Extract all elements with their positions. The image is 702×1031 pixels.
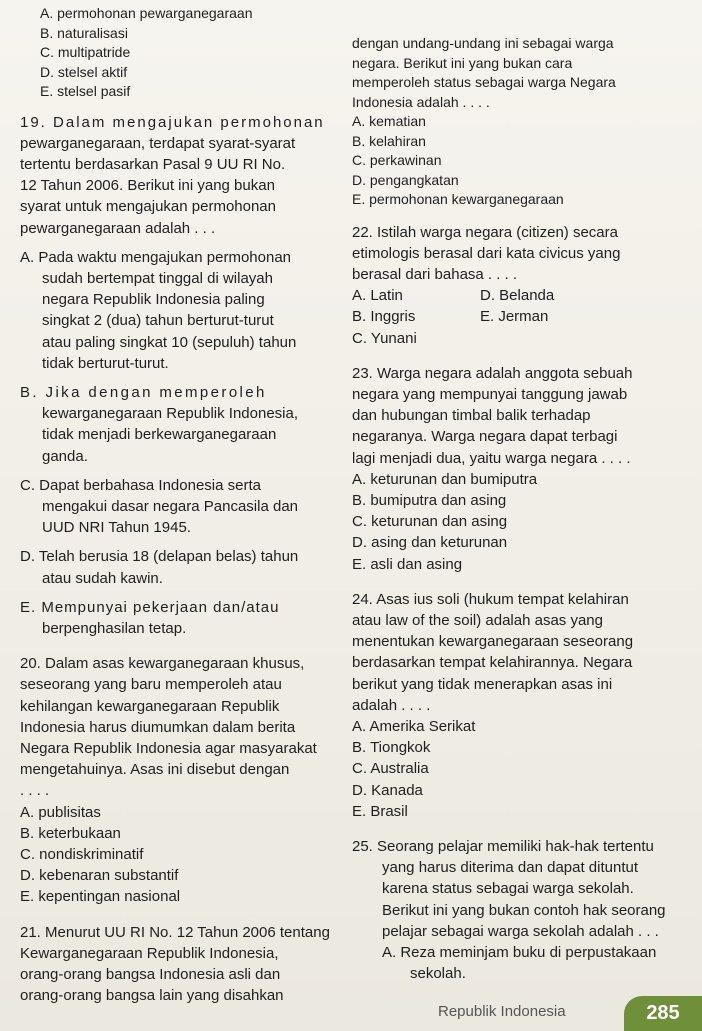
q19-option-line: D. Telah berusia 18 (delapan belas) tahun: [20, 548, 299, 566]
q22-line: 22. Istilah warga negara (citizen) secara: [352, 223, 618, 241]
q19-option-line: singkat 2 (dua) tahun berturut-turut: [42, 312, 274, 330]
q21-option-c: C. perkawinan: [352, 152, 442, 168]
q19-option-d: [20, 546, 338, 588]
q20-line: kehilangan kewarganegaraan Republik: [20, 697, 280, 715]
q24-option-e: E. Brasil: [352, 802, 408, 820]
q20-line: . . . .: [20, 782, 50, 800]
q24-option-c: C. Australia: [352, 760, 429, 778]
q25-line: yang harus diterima dan dapat dituntut: [382, 859, 639, 877]
q21-tail-line: memperoleh status sebagai warga Negara: [352, 74, 616, 90]
q22-line: etimologis berasal dari kata civicus yang: [352, 244, 621, 262]
q19-option-line: mengakui dasar negara Pancasila dan: [42, 497, 299, 515]
q19-option-line: sudah bertempat tinggal di wilayah: [42, 269, 273, 287]
q21-option-d: D. pengangkatan: [352, 171, 459, 188]
q24-line: berdasarkan tempat kelahirannya. Negara: [352, 654, 633, 672]
q23-line: dan hubungan timbal balik terhadap: [352, 407, 591, 425]
question-20: [20, 653, 338, 907]
q22-option-d: D. Belanda: [480, 287, 555, 305]
question-25: [352, 836, 688, 984]
q19-option-line: tidak berturut-turut.: [42, 354, 169, 372]
q22-options-row: [352, 285, 688, 306]
q20-line: mengetahuinya. Asas ini disebut dengan: [20, 761, 290, 779]
q20-line: Negara Republik Indonesia agar masyarakat: [20, 739, 317, 757]
q19-option-line: negara Republik Indonesia paling: [42, 291, 265, 309]
q19-option-line: ganda.: [42, 447, 88, 465]
q19-line: syarat untuk mengajukan permohonan: [20, 198, 276, 216]
q23-line: negaranya. Warga negara dapat terbagi: [352, 428, 618, 446]
q22-line: berasal dari bahasa . . . .: [352, 265, 518, 283]
right-column: [352, 34, 688, 984]
question-24: [352, 589, 688, 822]
q19-line: 12 Tahun 2006. Berikut ini yang bukan: [20, 177, 275, 195]
q21-line: 21. Menurut UU RI No. 12 Tahun 2006 tentang: [20, 923, 330, 941]
q21-continued: [352, 34, 688, 210]
q25-option-a: A. Reza meminjam buku di perpustakaan: [382, 944, 657, 961]
q19-option-line: UUD NRI Tahun 1945.: [42, 519, 191, 537]
q21-option-a: A. kematian: [352, 113, 426, 129]
left-column: [20, 4, 338, 1006]
q18-option-e: E. stelsel pasif: [40, 83, 131, 99]
q20-line: 20. Dalam asas kewarganegaraan khusus,: [20, 655, 305, 673]
q21-line: Kewarganegaraan Republik Indonesia,: [20, 944, 279, 962]
q20-option-e: E. kepentingan nasional: [20, 888, 181, 906]
q19-line: 19. Dalam mengajukan permohonan: [20, 113, 325, 131]
q22-options-row: [352, 306, 688, 327]
q18-option-b: B. naturalisasi: [40, 24, 128, 41]
q20-option-b: B. keterbukaan: [20, 824, 121, 842]
q19-option-line: E. Mempunyai pekerjaan dan/atau: [20, 598, 280, 616]
q21-tail-line: negara. Berikut ini yang bukan cara: [352, 54, 573, 71]
question-19: [20, 112, 338, 640]
q20-line: seseorang yang baru memperoleh atau: [20, 676, 282, 694]
q21-tail-line: dengan undang-undang ini sebagai warga: [352, 35, 614, 51]
q22-option-b: B. Inggris: [352, 308, 416, 326]
q22-option-a: A. Latin: [352, 287, 403, 305]
q23-option-c: C. keturunan dan asing: [352, 513, 508, 531]
q20-option-a: A. publisitas: [20, 803, 101, 821]
q23-option-a: A. keturunan dan bumiputra: [352, 470, 538, 488]
q24-option-a: A. Amerika Serikat: [352, 717, 476, 735]
q24-option-b: B. Tiongkok: [352, 739, 431, 757]
q21-line: orang-orang bangsa lain yang disahkan: [20, 987, 284, 1005]
q19-line: pewarganegaraan adalah . . .: [20, 219, 216, 237]
q19-option-line: kewarganegaraan Republik Indonesia,: [42, 405, 299, 423]
question-23: [352, 363, 688, 575]
q19-option-b: [20, 382, 338, 467]
q19-option-line: atau sudah kawin.: [42, 569, 163, 587]
q25-line: 25. Seorang pelajar memiliki hak-hak tertentu: [352, 837, 654, 855]
q24-line: menentukan kewarganegaraan seseorang: [352, 633, 634, 651]
q24-line: atau law of the soil) adalah asas yang: [352, 611, 603, 629]
q24-option-d: D. Kanada: [352, 781, 423, 799]
q19-option-a: [20, 247, 338, 374]
q19-option-e: [20, 597, 338, 639]
q25-option-a-cont: sekolah.: [410, 965, 466, 983]
q22-option-c: C. Yunani: [352, 329, 417, 347]
question-22: [352, 222, 688, 349]
q20-line: Indonesia harus diumumkan dalam berita: [20, 718, 296, 736]
q23-option-e: E. asli dan asing: [352, 555, 463, 573]
q20-option-c: C. nondiskriminatif: [20, 846, 144, 863]
q19-option-line: berpenghasilan tetap.: [42, 619, 187, 637]
q23-line: 23. Warga negara adalah anggota sebuah: [352, 364, 633, 382]
q25-line: Berikut ini yang bukan contoh hak seorang: [382, 901, 666, 919]
q24-line: adalah . . . .: [352, 696, 431, 714]
q20-option-d: D. kebenaran substantif: [20, 867, 179, 885]
q18-option-a: A. permohonan pewarganegaraan: [40, 5, 253, 21]
page-number-badge: 285: [624, 996, 702, 1031]
q21-option-b: B. kelahiran: [352, 132, 426, 149]
q19-option-c: [20, 475, 338, 539]
q19-line: pewarganegaraan, terdapat syarat-syarat: [20, 134, 296, 152]
q19-option-line: B. Jika dengan memperoleh: [20, 383, 267, 401]
q24-line: 24. Asas ius soli (hukum tempat kelahiran: [352, 590, 629, 608]
q24-line: berikut yang tidak menerapkan asas ini: [352, 675, 613, 693]
q19-option-line: A. Pada waktu mengajukan permohonan: [20, 248, 292, 266]
q21-tail-line: Indonesia adalah . . . .: [352, 93, 490, 110]
q21-line: orang-orang bangsa Indonesia asli dan: [20, 966, 281, 984]
question-21: [20, 922, 338, 1007]
q23-line: negara yang mempunyai tanggung jawab: [352, 385, 628, 403]
q23-option-d: D. asing dan keturunan: [352, 534, 508, 552]
publisher-footer: Republik Indonesia: [438, 1003, 566, 1020]
q19-option-line: tidak menjadi berkewarganegaraan: [42, 426, 277, 444]
q18-options: [20, 4, 338, 102]
q18-option-d: D. stelsel aktif: [40, 63, 128, 80]
q19-option-line: atau paling singkat 10 (sepuluh) tahun: [42, 333, 297, 351]
q22-option-e: E. Jerman: [480, 308, 549, 326]
q25-line: pelajar sebagai warga sekolah adalah . . .: [382, 922, 659, 940]
q18-option-c: C. multipatride: [40, 44, 131, 60]
q19-option-line: C. Dapat berbahasa Indonesia serta: [20, 476, 261, 494]
q23-line: lagi menjadi dua, yaitu warga negara . . . .: [352, 449, 631, 467]
q21-option-e: E. permohonan kewarganegaraan: [352, 191, 564, 207]
q19-line: tertentu berdasarkan Pasal 9 UU RI No.: [20, 155, 286, 173]
q23-option-b: B. bumiputra dan asing: [352, 491, 507, 509]
q25-line: karena status sebagai warga sekolah.: [382, 880, 634, 898]
